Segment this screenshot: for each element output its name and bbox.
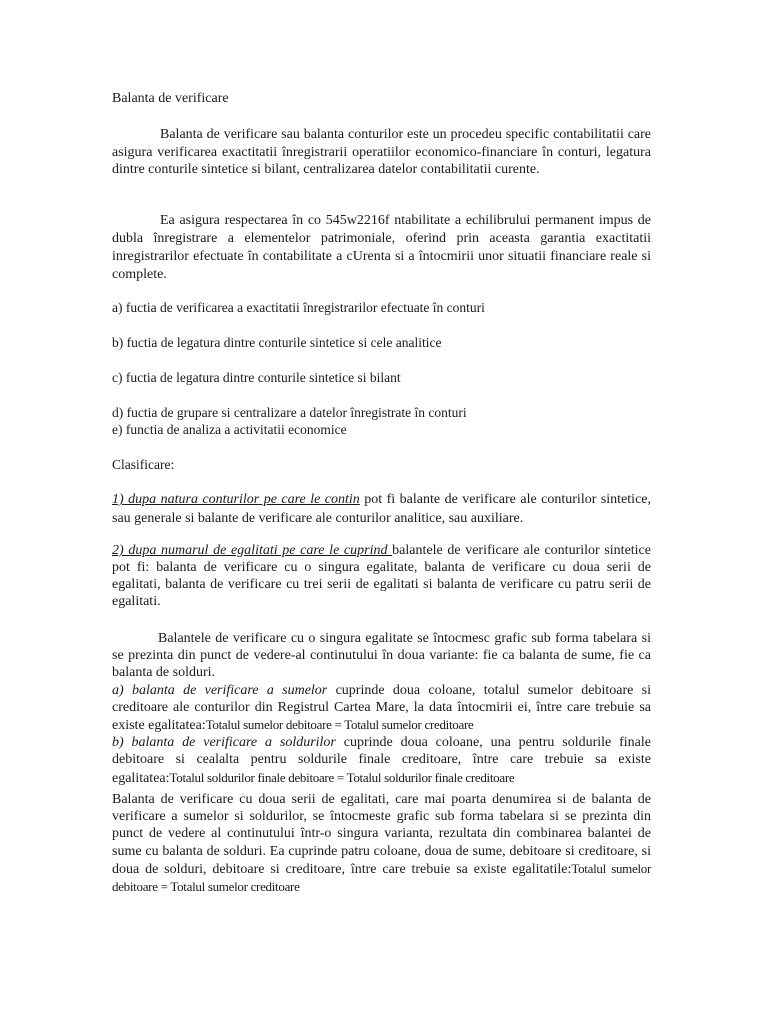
section-2-heading: 2) dupa numarul de egalitati pe care le cuprind bbox=[112, 543, 393, 558]
single-equality-text: Balantele de verificare cu o singura egalitate se întocmesc grafic sub forma tabelara si se prezinta din punct de vedere-al continutului în doua variante: fie ca balanta de sume, fie ca balanta de solduri. bbox=[112, 631, 651, 681]
function-item-c: c) fuctia de legatura dintre conturile sintetice si bilant bbox=[112, 370, 401, 385]
intro-paragraph bbox=[112, 126, 651, 179]
variant-b bbox=[112, 734, 651, 787]
variant-b-text: cuprinde doua coloane, una pentru soldurile finale debitoare si cealalta pentru soldurile finale creditoare, între care trebuie sa existe egalitatea: bbox=[112, 735, 651, 786]
function-items-group bbox=[112, 404, 651, 438]
function-item-d: d) fuctia de grupare si centralizare a datelor înregistrate în conturi bbox=[112, 405, 467, 420]
classification-section-1 bbox=[112, 490, 651, 528]
section-1-text: pot fi balante de verificare ale conturilor sintetice, sau generale si balante de verificare ale conturilor analitice, sau auxiliare. bbox=[112, 492, 651, 526]
intro-text: Balanta de verificare sau balanta conturilor este un procedeu specific contabilitatii care asigura verificarea exactitatii înregistrarii operatiilor economico-financiare în conturi, legatura dintre conturile sintetice si bilant, centralizarea datelor contabilitatii curente. bbox=[112, 127, 651, 177]
single-equality-section bbox=[112, 630, 651, 787]
two-series-equation: Totalul sumelor debitoare = Totalul sumelor creditoare bbox=[112, 860, 651, 895]
second-text: Ea asigura respectarea în co 545w2216f ntabilitate a echilibrului permanent impus de dubla înregistrare a elementelor patrimoniale, oferind prin aceasta garantia exactitatii inregistrarilor efectuate în contabilitate a cUrenta si a întocmirii unor situatii financiare reale si complete. bbox=[112, 213, 651, 282]
variant-a-label: a) balanta de verificare a sumelor bbox=[112, 682, 328, 698]
classification-section-2 bbox=[112, 542, 651, 610]
variant-a-equation: Totalul sumelor debitoare = Totalul sumelor creditoare bbox=[205, 717, 474, 733]
variant-a-text: cuprinde doua coloane, totalul sumelor debitoare si creditoare ale conturilor din Registrul Cartea Mare, la data întocmirii ei, între care trebuie sa existe egalitatea: bbox=[112, 682, 651, 734]
function-item-e: e) functia de analiza a activitatii economice bbox=[112, 422, 347, 437]
section-2-text: balantele de verificare ale conturilor sintetice pot fi: balanta de verificare cu o singura egalitate, balanta de verificare cu doua serii de egalitati, balanta de verificare cu trei serii de egalitati si balanta de verificare cu patru serii de egalitati. bbox=[112, 543, 651, 609]
variant-b-equation: Totalul soldurilor finale debitoare = Totalul soldurilor finale creditoare bbox=[169, 769, 515, 785]
classification-heading: Clasificare: bbox=[112, 457, 175, 472]
variant-b-label: b) balanta de verificare a soldurilor bbox=[112, 735, 336, 751]
function-item-a: a) fuctia de verificarea a exactitatii înregistrarilor efectuate în conturi bbox=[112, 300, 485, 315]
two-series-text: Balanta de verificare cu doua serii de egalitati, care mai poarta denumirea si de balanta de verificare a sumelor si soldurilor, se întocmeste grafic sub forma tabelara si se prezinta din punct de vedere al continutului într-o singura varianta, rezultata din combinarea balantei de sume cu balanta de solduri. Ea cuprinde patru coloane, doua de sume, debitoare si creditoare, si doua de solduri, debitoare si creditoare, între care trebuie sa existe egalitatile: bbox=[112, 792, 651, 877]
section-1-heading: 1) dupa natura conturilor pe care le contin bbox=[112, 492, 360, 507]
two-series-paragraph bbox=[112, 791, 651, 896]
variant-a bbox=[112, 682, 651, 735]
document-title: Balanta de verificare bbox=[112, 91, 229, 106]
function-item-b: b) fuctia de legatura dintre conturile sintetice si cele analitice bbox=[112, 335, 442, 350]
second-paragraph bbox=[112, 212, 651, 284]
single-equality-paragraph bbox=[112, 630, 651, 682]
